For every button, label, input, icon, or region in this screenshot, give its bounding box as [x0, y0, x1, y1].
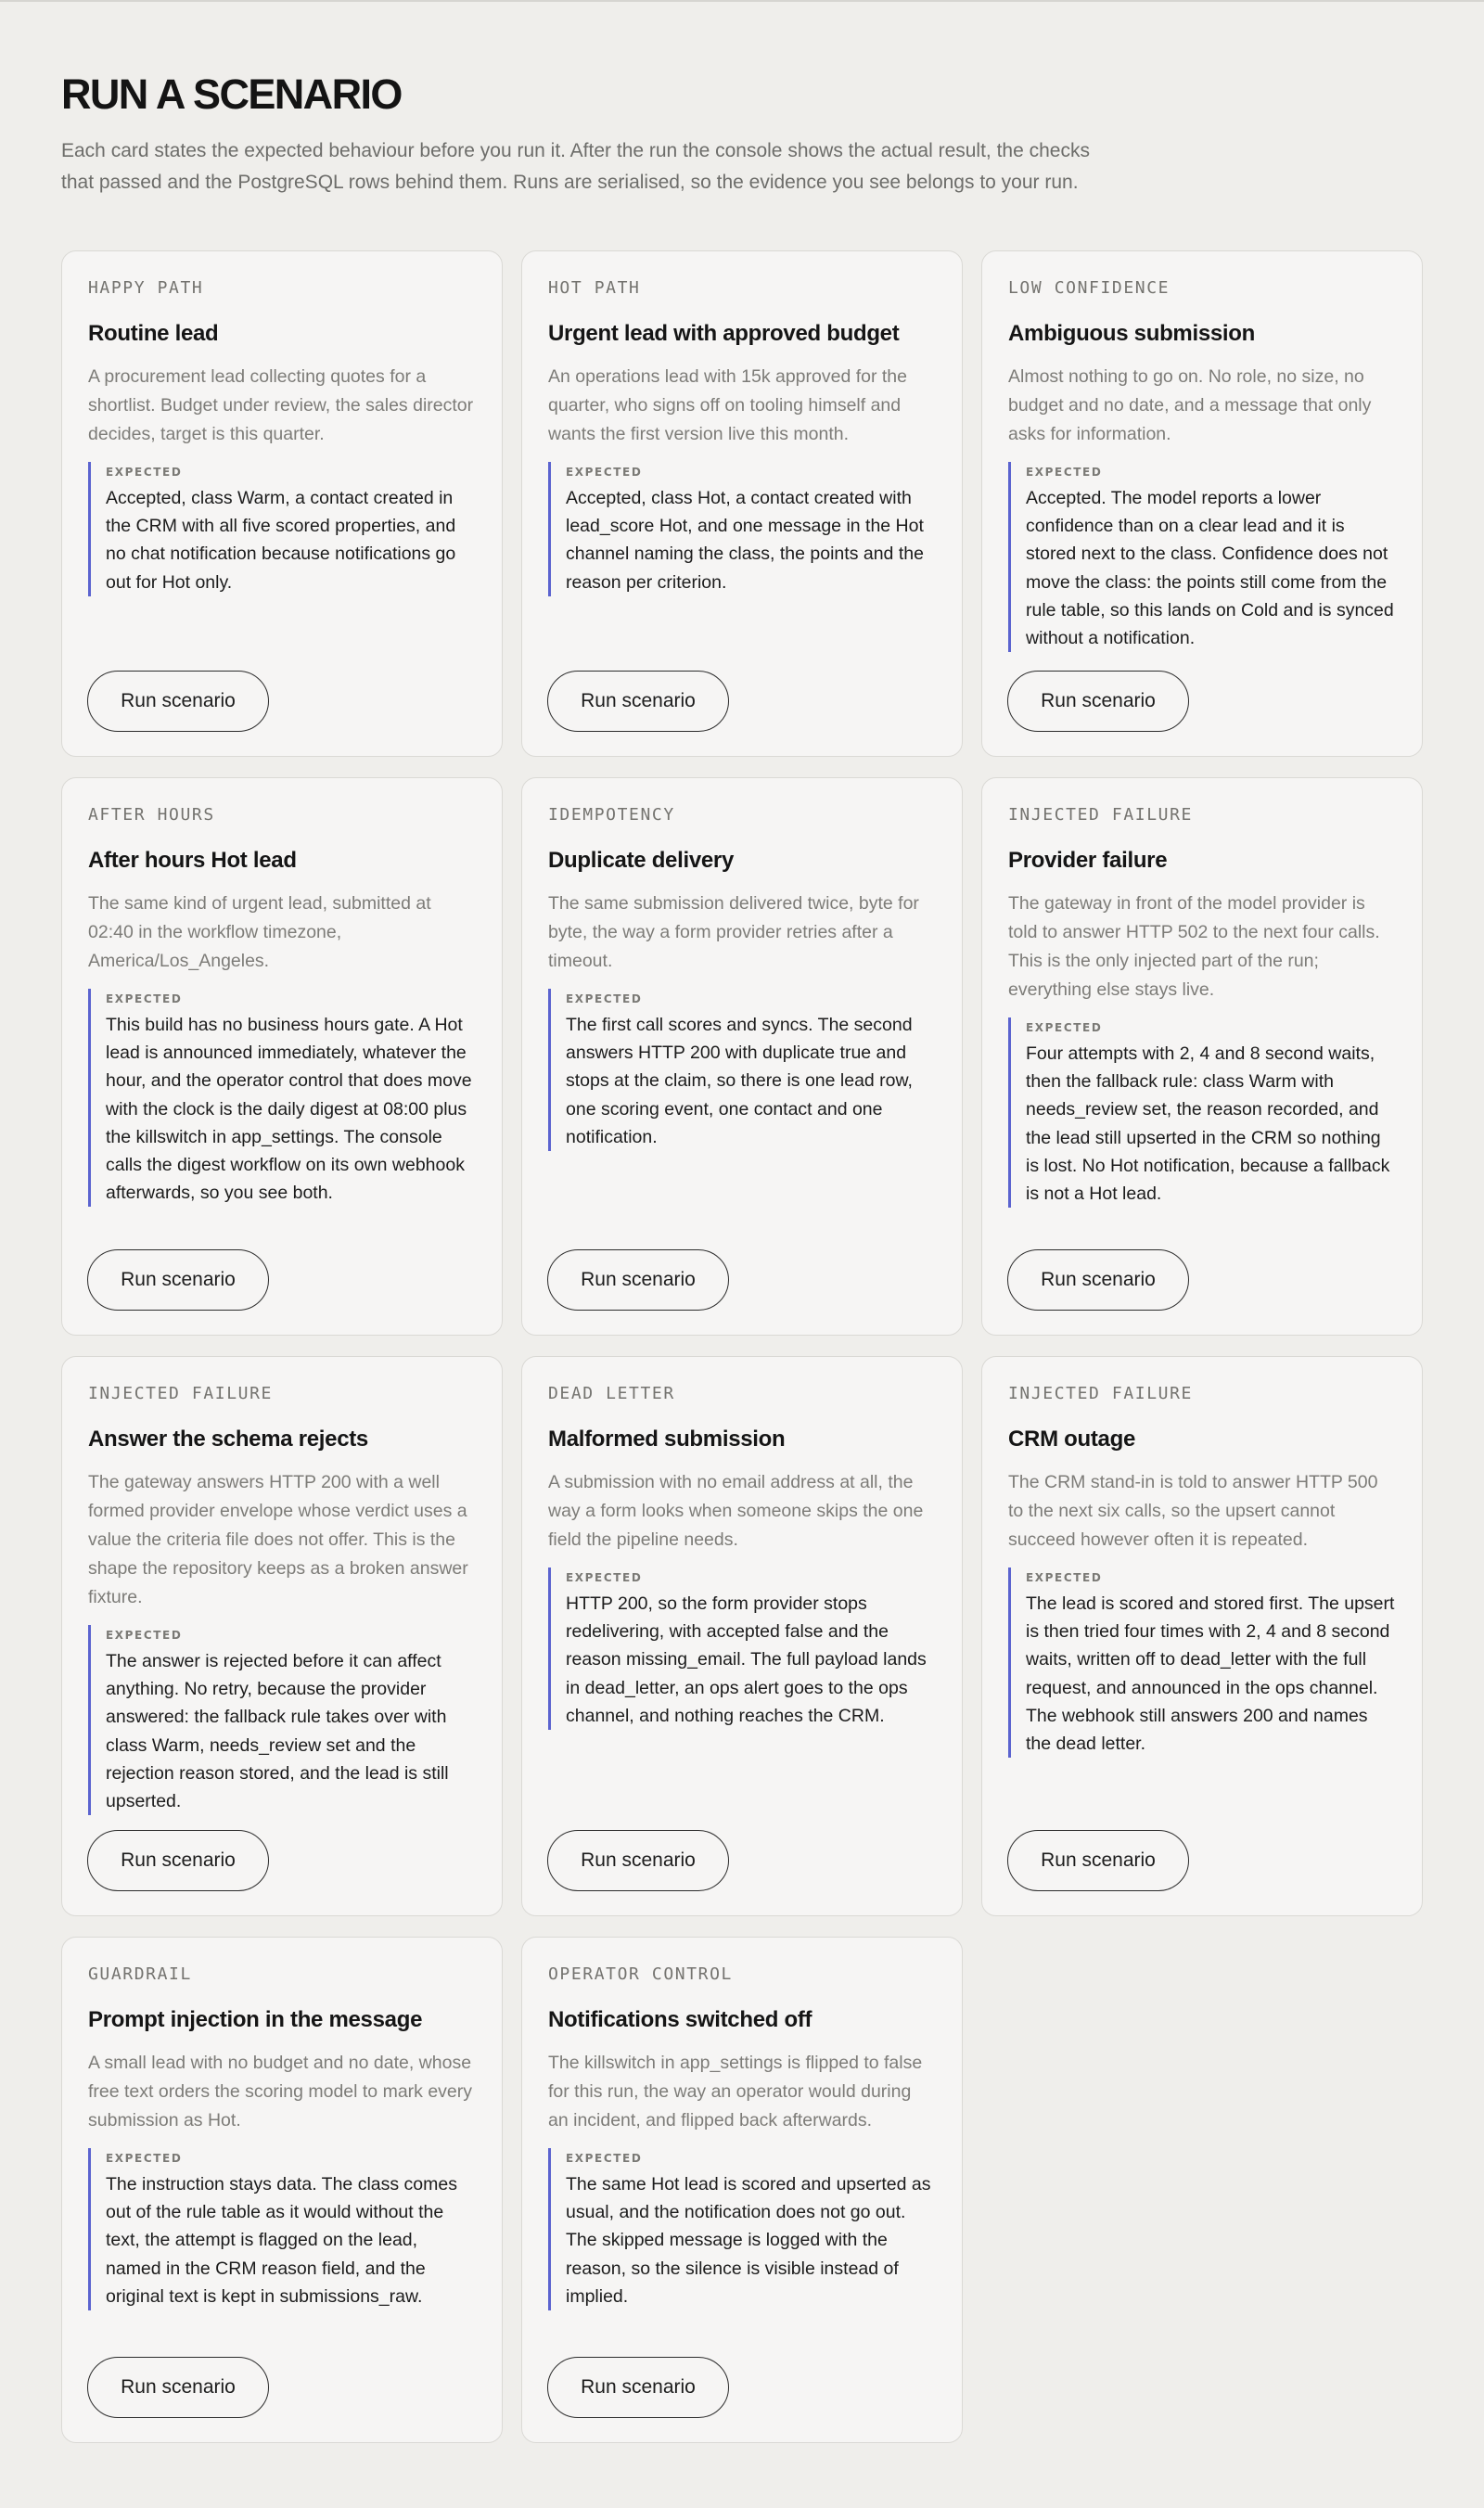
scenario-title: CRM outage [1008, 1427, 1135, 1452]
expected-label: EXPECTED [106, 1629, 183, 1642]
run-scenario-button[interactable]: Run scenario [547, 1830, 729, 1891]
run-scenario-button[interactable]: Run scenario [87, 1830, 269, 1891]
scenario-description: The CRM stand-in is told to answer HTTP 500 to the next six calls, so the upsert cannot succeed however often it is repeated. [1008, 1472, 1378, 1550]
expected-text: HTTP 200, so the form provider stops redelivering, with accepted false and the reason missing_email. The full payload lands in dead_letter, an ops alert goes to the ops channel, and nothing reaches the CRM. [566, 1593, 927, 1726]
scenario-tag: HOT PATH [548, 278, 641, 298]
scenario-description: The killswitch in app_settings is flipped to false for this run, the way an operator would during an incident, and flipped back afterwards. [548, 2053, 923, 2131]
expected-label: EXPECTED [566, 466, 643, 479]
expected-text: The answer is rejected before it can affect anything. No retry, because the provider answered: the fallback rule takes over with class Warm, needs_review set and the rejection reason stored, and the lead is still upserted. [106, 1651, 449, 1812]
run-scenario-button[interactable]: Run scenario [87, 2357, 269, 2418]
scenario-title: After hours Hot lead [88, 848, 297, 873]
expected-label: EXPECTED [1026, 1021, 1103, 1034]
expected-label: EXPECTED [566, 1571, 643, 1584]
expected-block [548, 462, 936, 596]
run-scenario-button[interactable]: Run scenario [1007, 1249, 1189, 1311]
expected-block [88, 462, 476, 596]
scenario-description: Almost nothing to go on. No role, no size, no budget and no date, and a message that only asks for information. [1008, 366, 1372, 444]
expected-text: Four attempts with 2, 4 and 8 second waits, then the fallback rule: class Warm with needs_review set, the reason recorded, and the lead still upserted in the CRM so nothing is lost. No Hot notification, because a fallback is not a Hot lead. [1026, 1043, 1390, 1205]
expected-label: EXPECTED [1026, 466, 1103, 479]
expected-text: The same Hot lead is scored and upserted as usual, and the notification does not go out. The skipped message is logged with the reason, so the silence is visible instead of implied. [566, 2174, 931, 2307]
expected-label: EXPECTED [106, 2152, 183, 2165]
expected-block [548, 1568, 936, 1730]
expected-text: The first call scores and syncs. The second answers HTTP 200 with duplicate true and stops at the claim, so there is one lead row, one scoring event, one contact and one notification. [566, 1015, 913, 1147]
run-scenario-button[interactable]: Run scenario [1007, 671, 1189, 732]
expected-label: EXPECTED [106, 466, 183, 479]
page-intro: Each card states the expected behaviour before you run it. After the run the console shows the actual result, the checks that passed and the PostgreSQL rows behind them. Runs are serialised, so the evidence you see belongs to your run. [61, 140, 1090, 193]
scenario-tag: DEAD LETTER [548, 1384, 675, 1403]
expected-text: The instruction stays data. The class comes out of the rule table as it would without the text, the attempt is flagged on the lead, named in the CRM reason field, and the original text is kept in submissions_raw. [106, 2174, 457, 2307]
scenario-card-prompt-injection [61, 1937, 503, 2443]
run-scenario-button[interactable]: Run scenario [87, 671, 269, 732]
scenario-card-notifications-off [521, 1937, 963, 2443]
scenario-tag: IDEMPOTENCY [548, 805, 675, 825]
scenario-page [61, 70, 1423, 2398]
expected-text: This build has no business hours gate. A Hot lead is announced immediately, whatever the hour, and the operator control that does move with the clock is the daily digest at 08:00 plus the killswitch in app_settings. The console calls the digest workflow on its own webhook afterwards, so you see both. [106, 1015, 472, 1204]
run-scenario-button[interactable]: Run scenario [547, 2357, 729, 2418]
scenario-card-provider-failure [981, 777, 1423, 1336]
scenario-description: The same kind of urgent lead, submitted at 02:40 in the workflow timezone, America/Los_Angeles. [88, 893, 431, 971]
scenario-title: Answer the schema rejects [88, 1427, 368, 1452]
expected-block [1008, 1568, 1396, 1758]
expected-block [1008, 462, 1396, 652]
scenario-title: Notifications switched off [548, 2007, 812, 2032]
scenario-description: A submission with no email address at all, the way a form looks when someone skips the one field the pipeline needs. [548, 1472, 924, 1550]
expected-label: EXPECTED [566, 2152, 643, 2165]
scenario-card-crm-outage [981, 1356, 1423, 1916]
scenario-tag: INJECTED FAILURE [1008, 1384, 1193, 1403]
scenario-title: Malformed submission [548, 1427, 786, 1452]
expected-label: EXPECTED [566, 992, 643, 1005]
scenario-title: Ambiguous submission [1008, 321, 1256, 346]
scenario-title: Provider failure [1008, 848, 1168, 873]
scenario-tag: AFTER HOURS [88, 805, 215, 825]
scenario-title: Prompt injection in the message [88, 2007, 423, 2032]
expected-block [548, 989, 936, 1151]
top-border [0, 0, 1484, 2]
scenario-tag: OPERATOR CONTROL [548, 1964, 733, 1984]
expected-text: Accepted, class Hot, a contact created with lead_score Hot, and one message in the Hot channel naming the class, the points and the reason per criterion. [566, 488, 924, 593]
expected-block [88, 989, 476, 1207]
expected-block [548, 2148, 936, 2310]
scenario-title: Duplicate delivery [548, 848, 735, 873]
scenario-card-after-hours [61, 777, 503, 1336]
scenario-description: A small lead with no budget and no date, whose free text orders the scoring model to mark every submission as Hot. [88, 2053, 473, 2131]
scenario-description: The gateway in front of the model provider is told to answer HTTP 502 to the next four calls. This is the only injected part of the run; everything else stays live. [1008, 893, 1380, 1000]
scenario-card-malformed-submission [521, 1356, 963, 1916]
scenario-card-routine-lead [61, 250, 503, 757]
expected-text: Accepted. The model reports a lower confidence than on a clear lead and it is stored next to the class. Confidence does not move the class: the points still come from the rule table, so this lands on Cold and is synced without a notification. [1026, 488, 1394, 649]
scenario-card-schema-rejects [61, 1356, 503, 1916]
scenario-card-urgent-lead [521, 250, 963, 757]
scenario-description: The gateway answers HTTP 200 with a well formed provider envelope whose verdict uses a value the criteria file does not offer. This is the shape the repository keeps as a broken answer fixture. [88, 1472, 468, 1607]
scenario-tag: GUARDRAIL [88, 1964, 192, 1984]
run-scenario-button[interactable]: Run scenario [547, 1249, 729, 1311]
scenario-tag: HAPPY PATH [88, 278, 204, 298]
expected-label: EXPECTED [1026, 1571, 1103, 1584]
scenario-card-duplicate-delivery [521, 777, 963, 1336]
run-scenario-button[interactable]: Run scenario [1007, 1830, 1189, 1891]
scenario-description: The same submission delivered twice, byte for byte, the way a form provider retries after a timeout. [548, 893, 919, 971]
scenario-tag: INJECTED FAILURE [88, 1384, 273, 1403]
scenario-grid [61, 250, 1423, 2443]
expected-text: The lead is scored and stored first. The upsert is then tried four times with 2, 4 and 8 second waits, written off to dead_letter with the full request, and announced in the ops channel. The webhook still answers 200 and names the dead letter. [1026, 1593, 1395, 1755]
scenario-card-ambiguous-submission [981, 250, 1423, 757]
run-scenario-button[interactable]: Run scenario [87, 1249, 269, 1311]
scenario-tag: LOW CONFIDENCE [1008, 278, 1171, 298]
expected-text: Accepted, class Warm, a contact created in the CRM with all five scored properties, and no chat notification because notifications go out for Hot only. [106, 488, 456, 593]
scenario-tag: INJECTED FAILURE [1008, 805, 1193, 825]
expected-label: EXPECTED [106, 992, 183, 1005]
scenario-description: An operations lead with 15k approved for the quarter, who signs off on tooling himself and wants the first version live this month. [548, 366, 908, 444]
page-title: RUN A SCENARIO [61, 70, 402, 118]
scenario-description: A procurement lead collecting quotes for a shortlist. Budget under review, the sales director decides, target is this quarter. [88, 366, 474, 444]
expected-block [88, 2148, 476, 2310]
expected-block [1008, 1017, 1396, 1208]
expected-block [88, 1625, 476, 1815]
run-scenario-button[interactable]: Run scenario [547, 671, 729, 732]
scenario-title: Urgent lead with approved budget [548, 321, 900, 346]
scenario-title: Routine lead [88, 321, 219, 346]
